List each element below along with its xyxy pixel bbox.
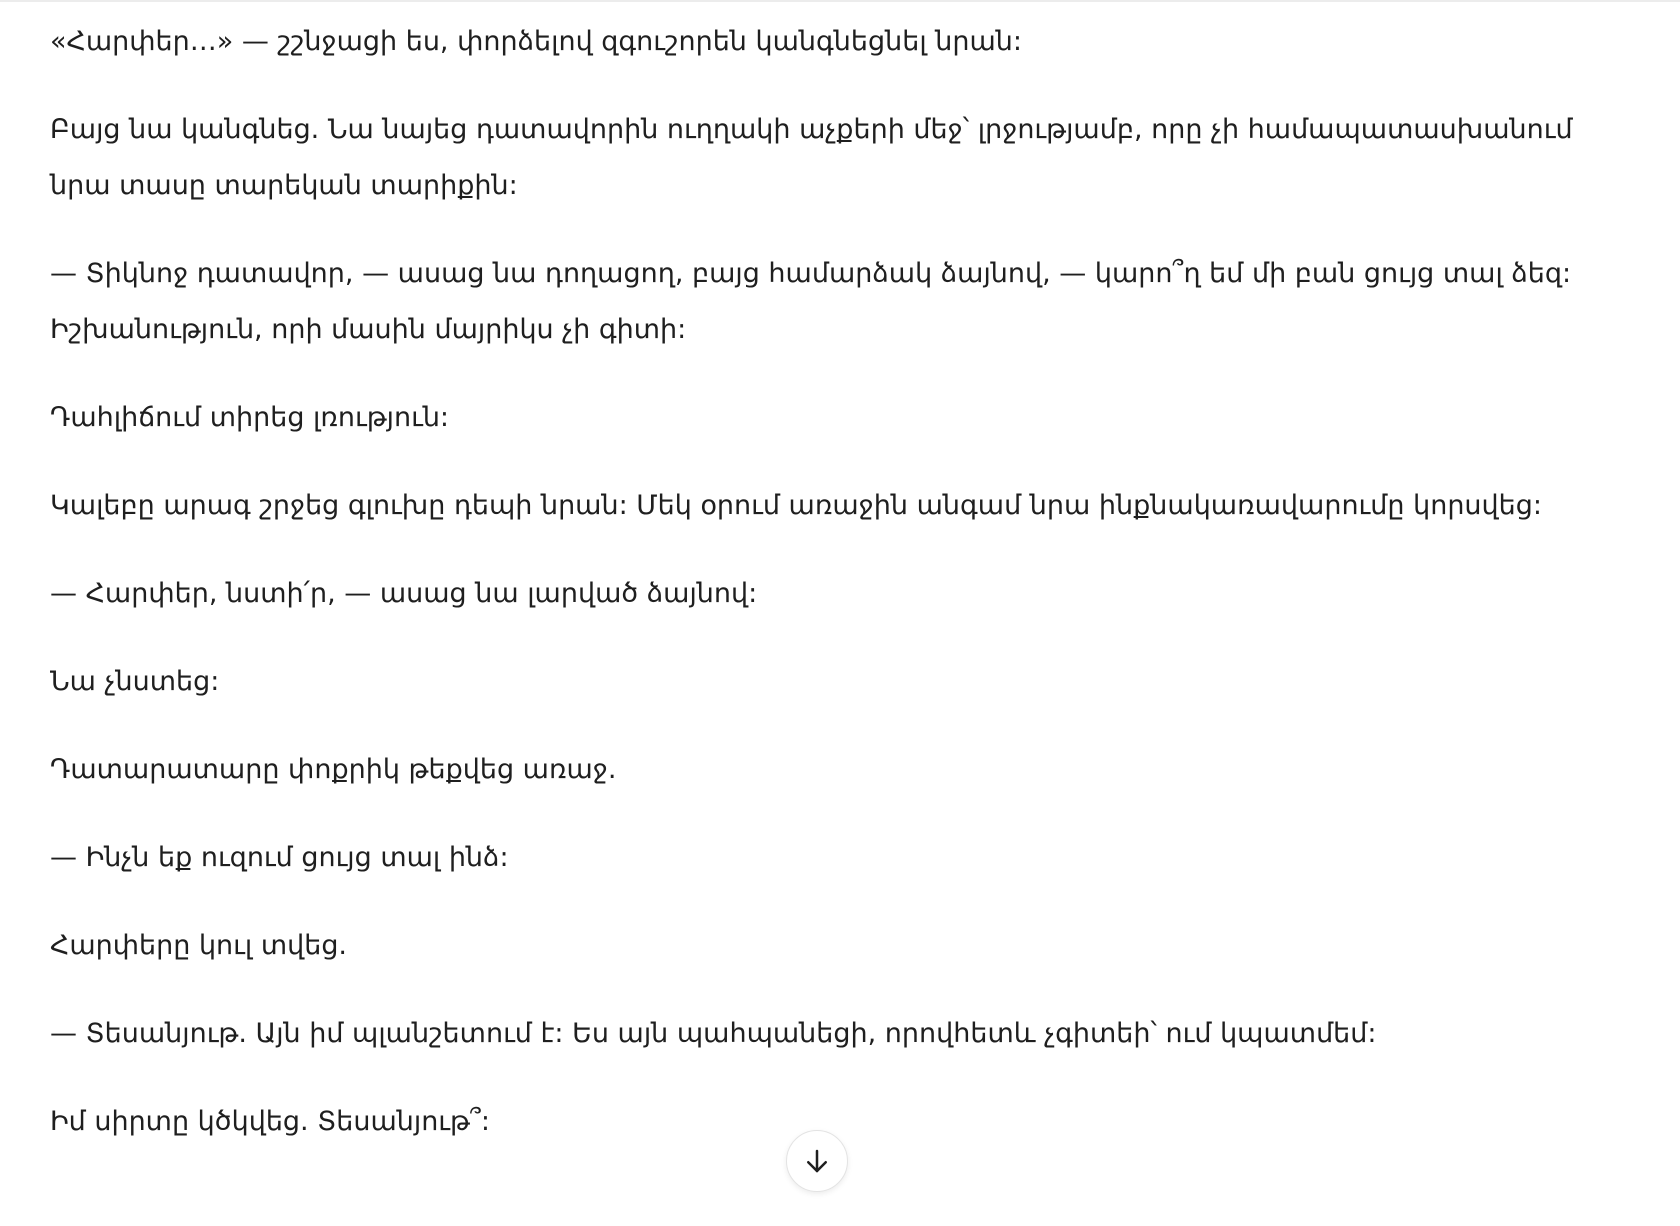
- paragraph: — Հարփեր, նստի՛ր, — ասաց նա լարված ձայնով:: [50, 578, 758, 609]
- message-content: [50, 14, 1610, 1182]
- paragraph: Հարփերը կուլ տվեց.: [50, 930, 348, 961]
- paragraph: Դահլիճում տիրեց լռություն:: [50, 402, 450, 433]
- paragraph: Դատարատարը փոքրիկ թեքվեց առաջ.: [50, 754, 617, 785]
- paragraph: Կալեբը արագ շրջեց գլուխը դեպի նրան: Մեկ օրում առաջին անգամ նրա ինքնակառավարումը կորսվեց:: [50, 490, 1542, 521]
- paragraph: — Ինչն եք ուզում ցույց տալ ինձ:: [50, 842, 509, 873]
- scroll-to-bottom-button[interactable]: [786, 1130, 848, 1192]
- paragraph: — Տեսանյութ. Այն իմ պլանշետում է: Ես այն պահպանեցի, որովհետև չգիտեի՝ ում կպատմեմ:: [50, 1018, 1377, 1049]
- paragraph: Նա չնստեց:: [50, 666, 220, 697]
- arrow-down-icon: [802, 1146, 832, 1176]
- top-divider: [0, 0, 1680, 2]
- paragraph: Բայց նա կանգնեց. Նա նայեց դատավորին ուղղակի աչքերի մեջ՝ լրջությամբ, որը չի համապատասխանում նրա տասը տարեկան տարիքին:: [50, 114, 1573, 201]
- paragraph: — Տիկնոջ դատավոր, — ասաց նա դողացող, բայց համարձակ ձայնով, — կարո՞ղ եմ մի բան ցույց տալ ձեզ: Իշխանություն, որի մասին մայրիկս չի գիտի:: [50, 258, 1572, 345]
- paragraph: «Հարփեր…» — շշնջացի ես, փորձելով զգուշորեն կանգնեցնել նրան:: [50, 26, 1022, 57]
- paragraph: Իմ սիրտը կծկվեց. Տեսանյութ՞:: [50, 1106, 491, 1137]
